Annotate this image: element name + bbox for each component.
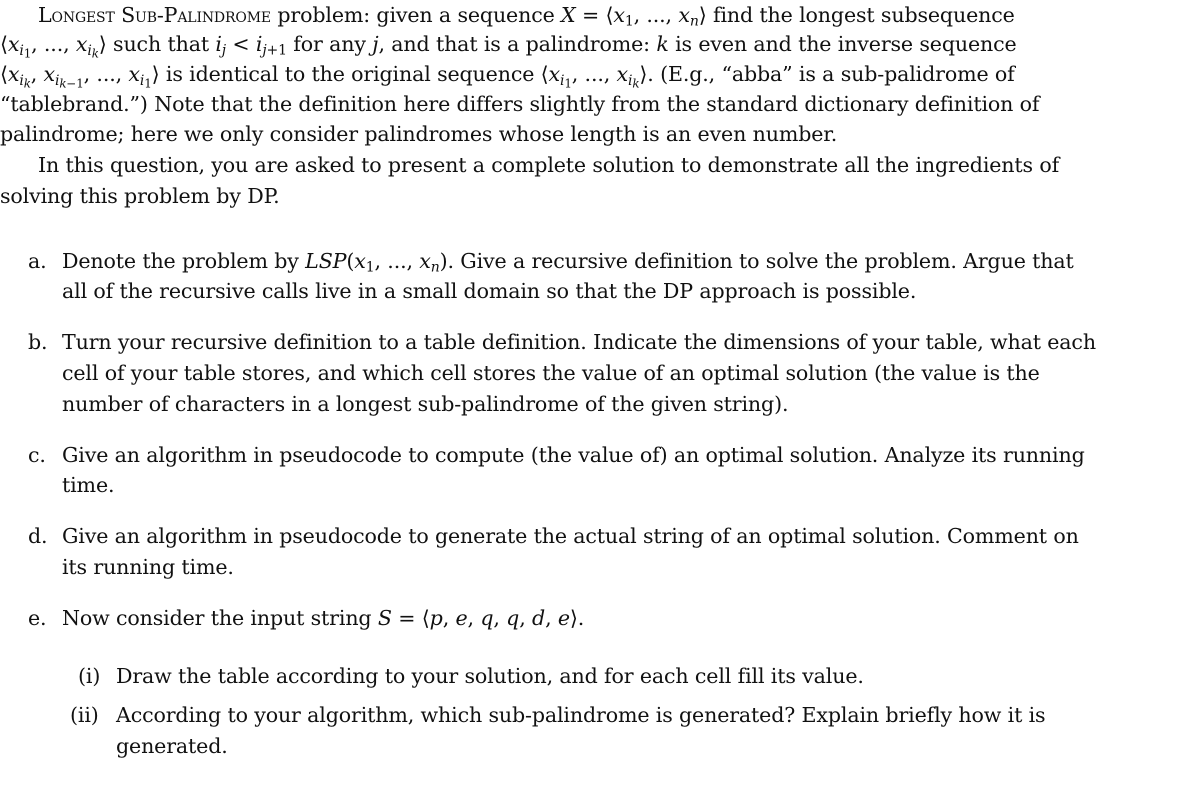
subpart-i-line-1: Draw the table according to your solution, and for each cell fill its value. — [116, 664, 864, 688]
intro-line-6: In this question, you are asked to present a complete solution to demonstrate all the ingredients of — [38, 153, 1060, 177]
part-c-label: c. — [28, 443, 46, 467]
intro-line-7: solving this problem by DP. — [0, 184, 280, 208]
part-d-label: d. — [28, 524, 48, 548]
subpart-ii-label: (ii) — [70, 703, 99, 727]
part-b-line-2: cell of your table stores, and which cell stores the value of an optimal solution (the value is the — [62, 361, 1040, 385]
part-a-line-2: all of the recursive calls live in a small domain so that the DP approach is possible. — [62, 279, 917, 303]
part-d-line-2: its running time. — [62, 555, 234, 579]
subpart-i-label: (i) — [78, 664, 101, 688]
subpart-ii-line-2: generated. — [116, 734, 228, 758]
part-e-label: e. — [28, 606, 47, 630]
part-b-label: b. — [28, 330, 48, 354]
part-a-label: a. — [28, 249, 47, 273]
part-e-line-1: Now consider the input string S = ⟨p, e, q, q, d, e⟩. — [62, 606, 585, 630]
intro-line-4: “tablebrand.”) Note that the definition here differs slightly from the standard dictionary definition of — [0, 92, 1040, 116]
intro-line-5: palindrome; here we only consider palindromes whose length is an even number. — [0, 122, 838, 146]
part-a-line-1: Denote the problem by $LSP(x_1$, ..., $x_n$). Give a recursive definition to solve the problem. Argue that — [62, 249, 1074, 276]
part-c-line-2: time. — [62, 473, 115, 497]
intro-line-3: $⟨x_{i_k}$, $x_{i_{k-1}}$, ..., $x_{i_1}⟩$ is identical to the original sequence $⟨x_{i_1}$, ..., $x_{i_k}⟩$. (E.g., “abba” is a sub-palidrome of — [0, 62, 1015, 90]
part-b-line-3: number of characters in a longest sub-palindrome of the given string). — [62, 392, 789, 416]
problem-name: Longest Sub-Palindrome — [38, 3, 271, 27]
part-c-line-1: Give an algorithm in pseudocode to compute (the value of) an optimal solution. Analyze its running — [62, 443, 1085, 467]
part-b-line-1: Turn your recursive definition to a table definition. Indicate the dimensions of your table, what each — [62, 330, 1096, 354]
subpart-ii-line-1: According to your algorithm, which sub-palindrome is generated? Explain briefly how it is — [116, 703, 1046, 727]
intro-line-2: $⟨x_{i_1}$, ..., $x_{i_k}⟩$ such that $i_j < i_{j+1}$ for any j, and that is a palindrome: k is even and the inverse sequence — [0, 32, 1017, 60]
part-d-line-1: Give an algorithm in pseudocode to generate the actual string of an optimal solution. Comment on — [62, 524, 1079, 548]
intro-line-1: Longest Sub-Palindrome problem: given a sequence $X = ⟨x_1$, ..., $x_n⟩$ find the longest subsequence — [38, 3, 1015, 30]
